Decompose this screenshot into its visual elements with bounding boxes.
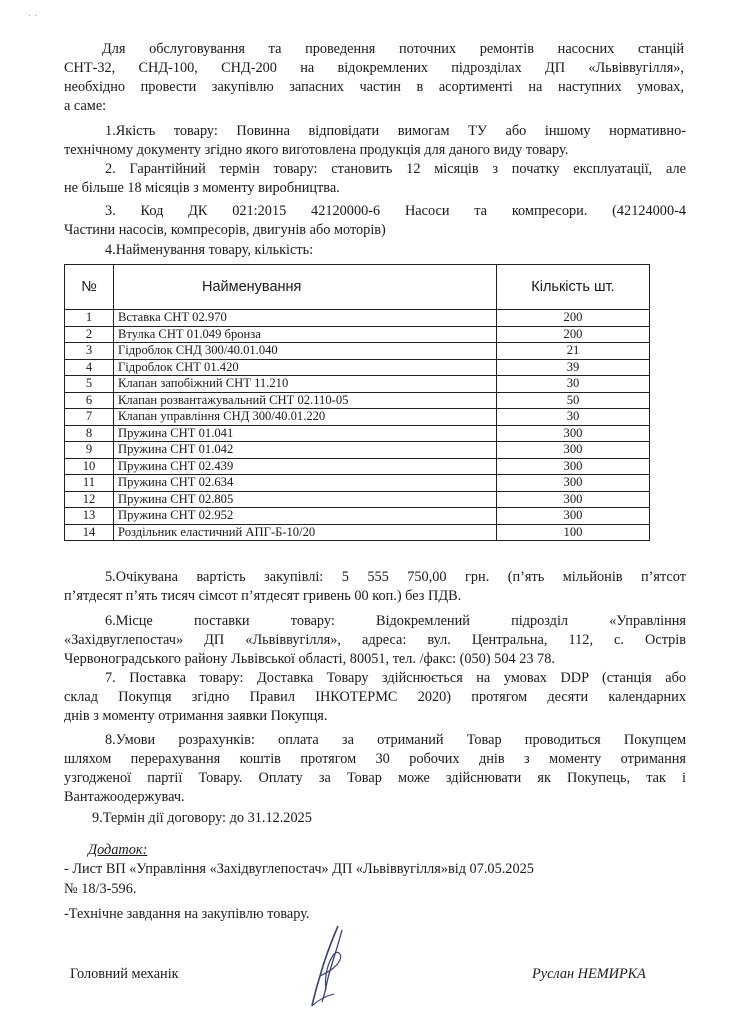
item-name: Гідроблок СНТ 01.420 [114,359,497,376]
table-row [65,359,650,376]
paragraph-line: склад Покупця згідно Правил ІНКОТЕРМС 2020) протягом десяти календарних [64,689,686,705]
intro-line: а саме: [64,98,107,114]
row-number: 13 [65,508,114,525]
item-name: Пружина СНТ 02.805 [114,491,497,508]
paragraph-line: 6.Місце поставки товару: Відокремлений підрозділ «Управління [105,613,686,629]
item-name: Клапан запобіжний СНТ 11.210 [114,376,497,393]
goods-list-heading: 4.Найменування товару, кількість: [105,242,314,258]
signatory-name: Руслан НЕМИРКА [532,966,646,982]
handwritten-signature [298,920,358,1016]
attachment-item: - Лист ВП «Управління «Західвуглепостач» ДП «Львіввугілля»від 07.05.2025 [64,861,534,877]
paragraph-line: технічному документу згідно якого виготовлена продукція для даного виду товару. [64,142,569,158]
table-row [65,376,650,393]
item-quantity: 300 [497,458,650,475]
contract-term: 9.Термін дії договору: до 31.12.2025 [92,810,312,826]
row-number: 5 [65,376,114,393]
table-row [65,524,650,541]
item-quantity: 39 [497,359,650,376]
column-header-quantity: Кількість шт. [497,265,650,310]
paragraph-line: Частини насосів, компресорів, двигунів або моторів) [64,222,386,238]
row-number: 4 [65,359,114,376]
attachments-title: Додаток: [88,842,148,858]
item-quantity: 100 [497,524,650,541]
item-name: Вставка СНТ 02.970 [114,310,497,327]
paragraph-line: днів з моменту отримання заявки Покупця. [64,708,328,724]
item-quantity: 300 [497,425,650,442]
table-row [65,442,650,459]
item-name: Клапан розвантажувальний СНТ 02.110-05 [114,392,497,409]
row-number: 14 [65,524,114,541]
intro-line: СНТ-32, СНД-100, СНД-200 на відокремлених підрозділах ДП «Львіввугілля», [64,60,684,76]
paragraph-line: узгодженої партії Товару. Оплату за Товар може здійснювати як Покупець, так і [64,770,686,786]
table-row [65,310,650,327]
item-quantity: 50 [497,392,650,409]
item-name: Пружина СНТ 01.042 [114,442,497,459]
column-header-name: Найменування [114,265,497,310]
row-number: 2 [65,326,114,343]
table-row [65,425,650,442]
item-quantity: 30 [497,409,650,426]
table-row [65,475,650,492]
intro-line: Для обслуговування та проведення поточних ремонтів насосних станцій [102,41,684,57]
attachment-item: -Технічне завдання на закупівлю товару. [64,906,310,922]
row-number: 8 [65,425,114,442]
paragraph-line: 3. Код ДК 021:2015 42120000-6 Насоси та компресори. (42124000-4 [105,203,686,219]
paragraph-line: Вантажоодержувач. [64,789,185,805]
paragraph-line: «Західвуглепостач» ДП «Львіввугілля», адреса: вул. Центральна, 112, с. Острів [64,632,686,648]
paragraph-line: 8.Умови розрахунків: оплата за отриманий Товар проводиться Покупцем [105,732,686,748]
row-number: 7 [65,409,114,426]
item-quantity: 300 [497,508,650,525]
row-number: 3 [65,343,114,360]
intro-line: необхідно провести закупівлю запасних частин в асортименті на наступних умовах, [64,79,684,95]
item-quantity: 300 [497,442,650,459]
row-number: 6 [65,392,114,409]
item-quantity: 300 [497,491,650,508]
paragraph-line: п’ятдесят п’ять тисяч сімсот п’ятдесят гривень 00 коп.) без ПДВ. [64,588,462,604]
item-name: Пружина СНТ 01.041 [114,425,497,442]
item-name: Пружина СНТ 02.634 [114,475,497,492]
row-number: 1 [65,310,114,327]
signatory-position: Головний механік [70,966,179,982]
item-quantity: 300 [497,475,650,492]
goods-table [64,264,650,541]
item-name: Клапан управління СНД 300/40.01.220 [114,409,497,426]
attachment-item: № 18/3-596. [64,881,137,897]
table-row [65,326,650,343]
item-quantity: 200 [497,326,650,343]
paragraph-line: 1.Якість товару: Повинна відповідати вимогам ТУ або іншому нормативно- [105,123,686,139]
table-row [65,458,650,475]
row-number: 10 [65,458,114,475]
row-number: 11 [65,475,114,492]
item-name: Роздільник еластичний АПГ-Б-10/20 [114,524,497,541]
column-header-number: № [65,265,114,310]
table-row [65,343,650,360]
item-name: Гідроблок СНД 300/40.01.040 [114,343,497,360]
paragraph-line: Червоноградського району Львівської області, 80051, тел. /факс: (050) 504 23 78. [64,651,555,667]
table-row [65,491,650,508]
table-header-row [65,265,650,310]
paragraph-line: шляхом перерахування коштів протягом 30 робочих днів з моменту отримання [64,751,686,767]
item-quantity: 200 [497,310,650,327]
table-row [65,508,650,525]
item-quantity: 30 [497,376,650,393]
row-number: 9 [65,442,114,459]
item-name: Пружина СНТ 02.439 [114,458,497,475]
paragraph-line: 7. Поставка товару: Доставка Товару здійснюється на умовах DDP (станція або [105,670,686,686]
item-name: Втулка СНТ 01.049 бронза [114,326,497,343]
paragraph-line: 2. Гарантійний термін товару: становить 12 місяців з початку експлуатації, але [105,161,686,177]
item-name: Пружина СНТ 02.952 [114,508,497,525]
item-quantity: 21 [497,343,650,360]
row-number: 12 [65,491,114,508]
table-row [65,392,650,409]
table-row [65,409,650,426]
corner-mark: · · [28,10,38,21]
paragraph-line: не більше 18 місяців з моменту виробництва. [64,180,340,196]
paragraph-line: 5.Очікувана вартість закупівлі: 5 555 750,00 грн. (п’ять мільйонів п’ятсот [105,569,686,585]
